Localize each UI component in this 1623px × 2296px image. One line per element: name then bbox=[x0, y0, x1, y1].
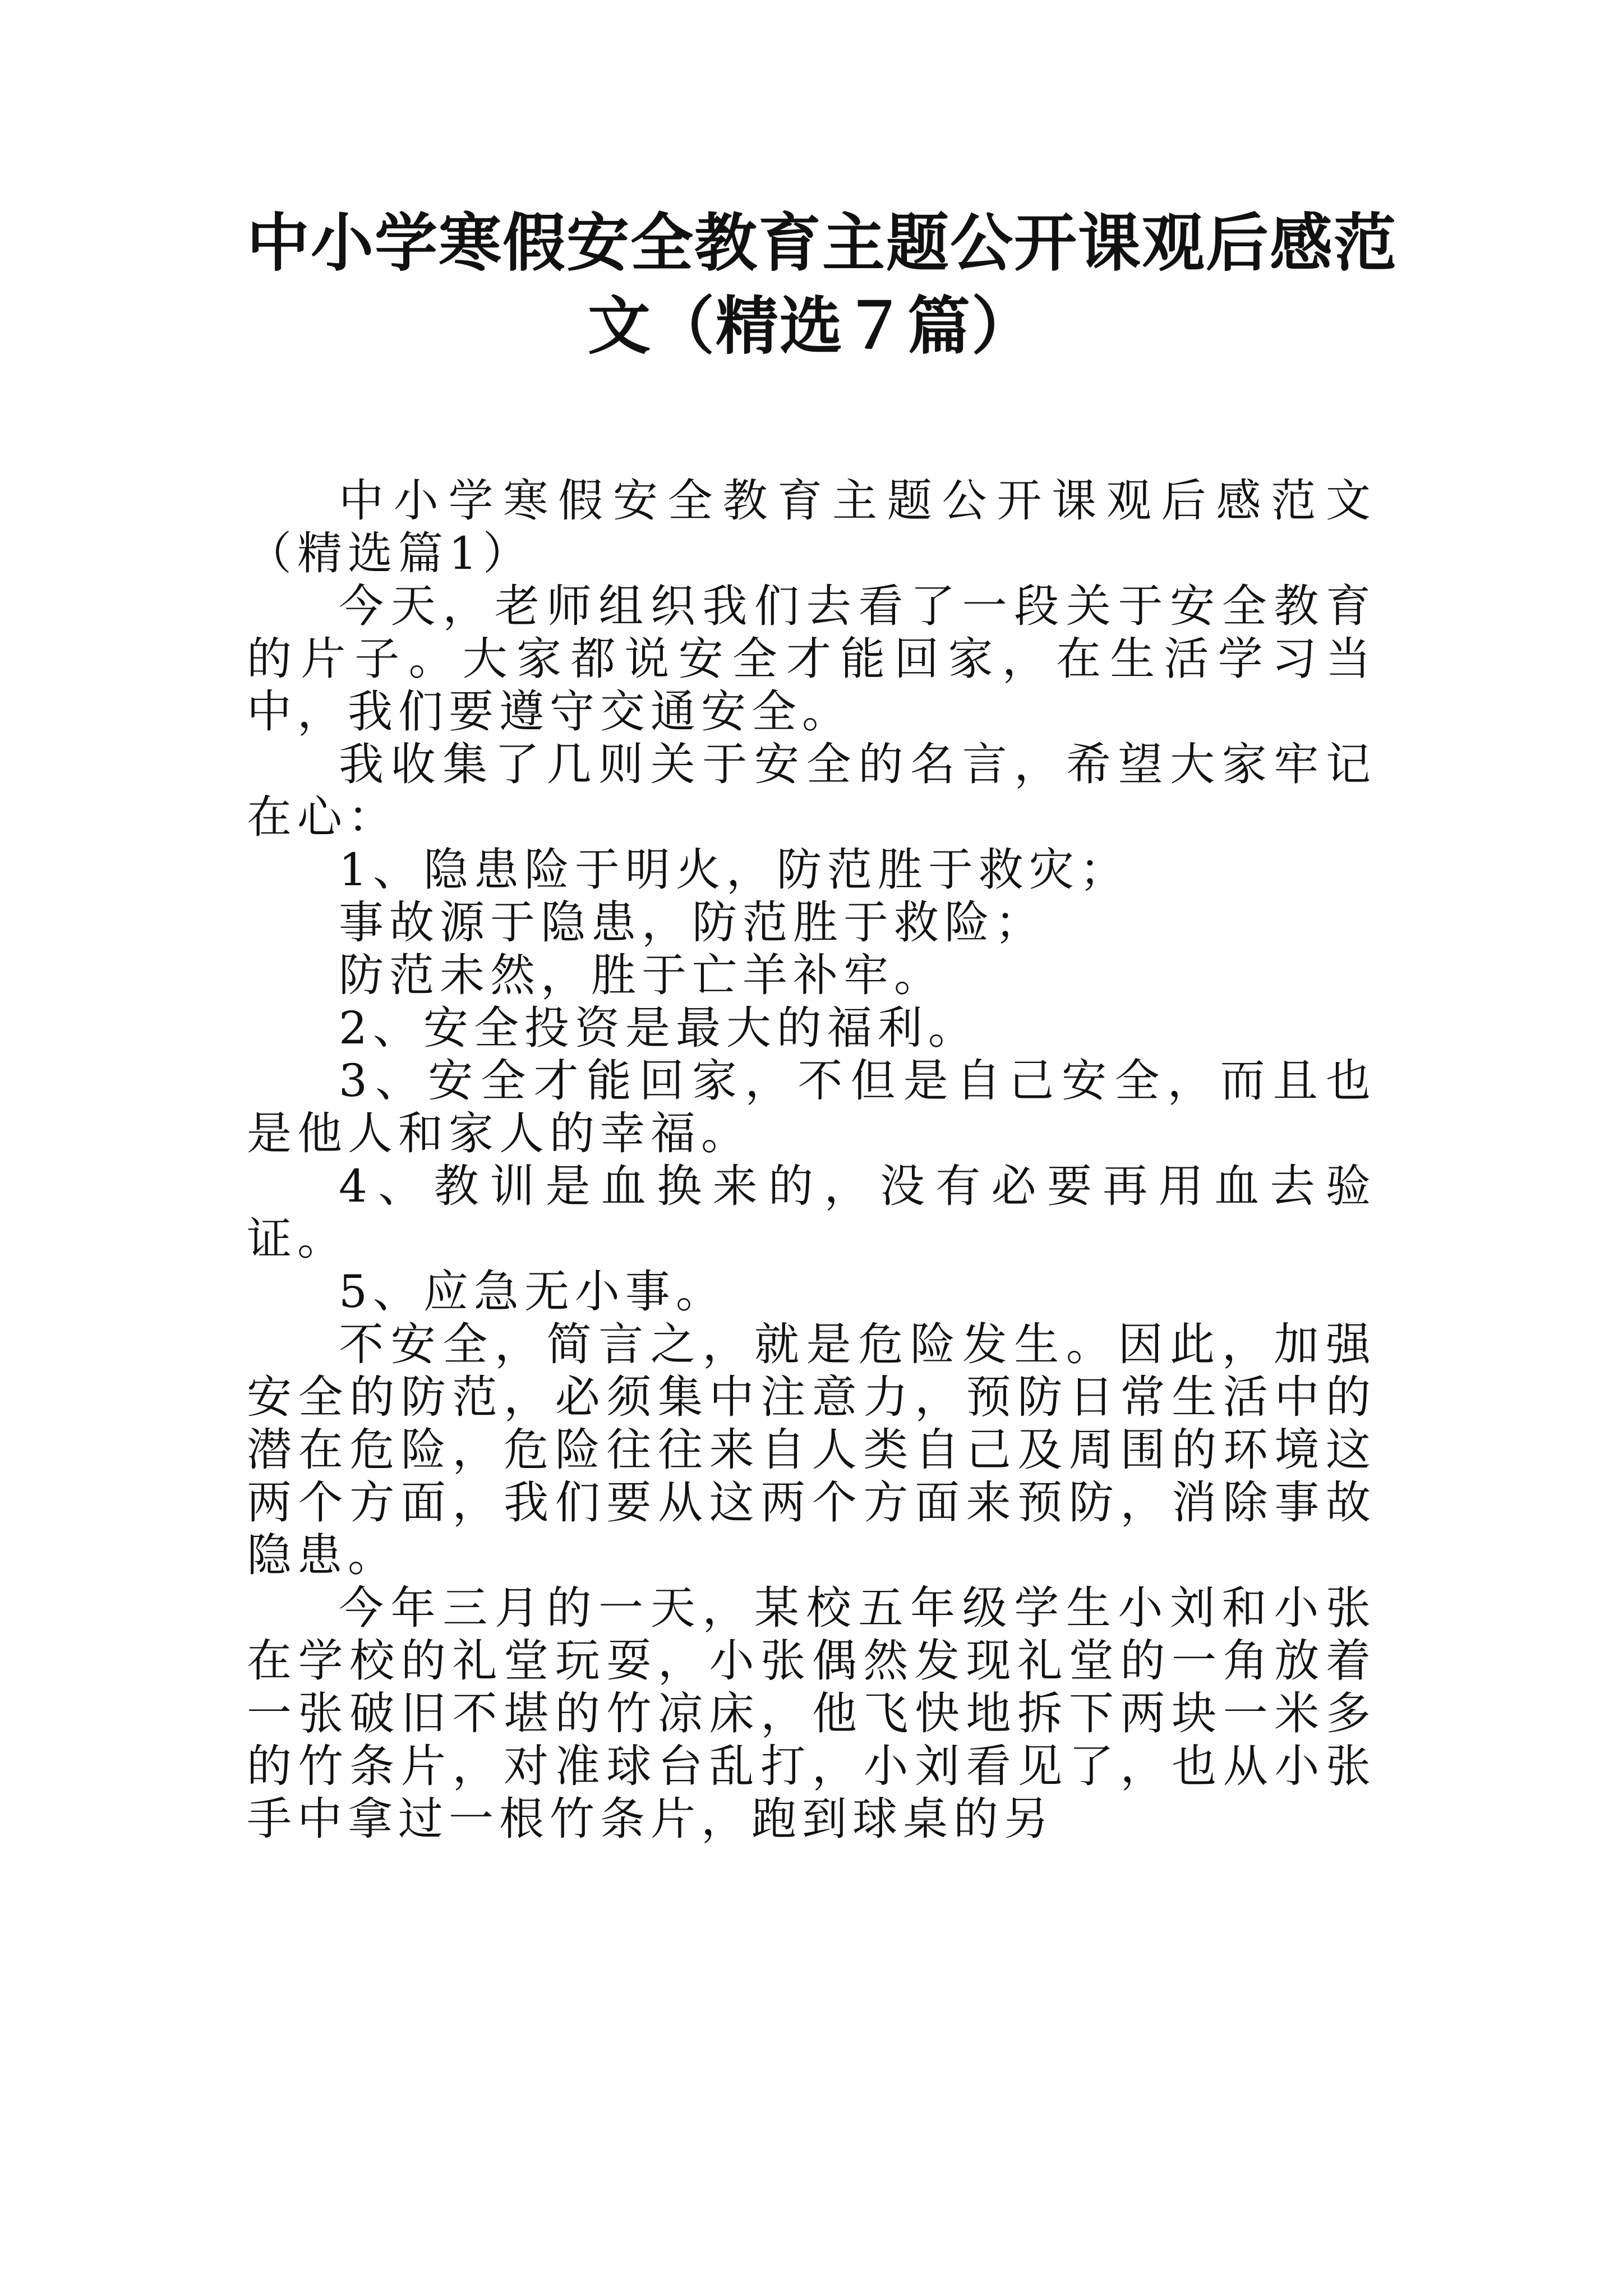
title-line-1: 中小学寒假安全教育主题公开课观后感范 bbox=[247, 206, 1398, 280]
paragraph: 防范未然，胜于亡羊补牢。 bbox=[339, 949, 944, 1001]
paragraph: 今年三月的一天，某校五年级学生小刘和小张在学校的礼堂玩耍，小张偶然发现礼堂的一角放着一张破旧不堪的竹凉床，他飞快地拆下两块一米多的竹条片，对准球台乱打，小刘看见了，也从小张手中拿过一根竹条片，跑到球桌的另 bbox=[247, 1582, 1376, 1845]
paragraph: 今天，老师组织我们去看了一段关于安全教育的片子。大家都说安全才能回家，在生活学习当中，我们要遵守交通安全。 bbox=[247, 580, 1376, 738]
paragraph: 4、教训是血换来的，没有必要再用血去验证。 bbox=[247, 1160, 1376, 1265]
paragraph: 5、应急无小事。 bbox=[339, 1266, 726, 1318]
paragraph: 2、安全投资是最大的福利。 bbox=[339, 1002, 979, 1054]
paragraph: 3、安全才能回家，不但是自己安全，而且也是他人和家人的幸福。 bbox=[247, 1055, 1376, 1159]
document-title bbox=[247, 202, 1398, 368]
section-heading: 中小学寒假安全教育主题公开课观后感范文（精选篇1） bbox=[247, 475, 1376, 579]
paragraph: 不安全，简言之，就是危险发生。因此，加强安全的防范，必须集中注意力，预防日常生活中的潜在危险，危险往往来自人类自己及周围的环境这两个方面，我们要从这两个方面来预防，消除事故隐患。 bbox=[247, 1318, 1376, 1581]
document-body bbox=[247, 475, 1376, 1846]
paragraph: 我收集了几则关于安全的名言，希望大家牢记在心： bbox=[247, 738, 1376, 843]
paragraph: 事故源于隐患，防范胜于救险； bbox=[339, 896, 1045, 949]
title-line-2: 文（精选７篇） bbox=[588, 289, 1035, 363]
paragraph: 1、隐患险于明火，防范胜于救灾； bbox=[339, 844, 1130, 896]
